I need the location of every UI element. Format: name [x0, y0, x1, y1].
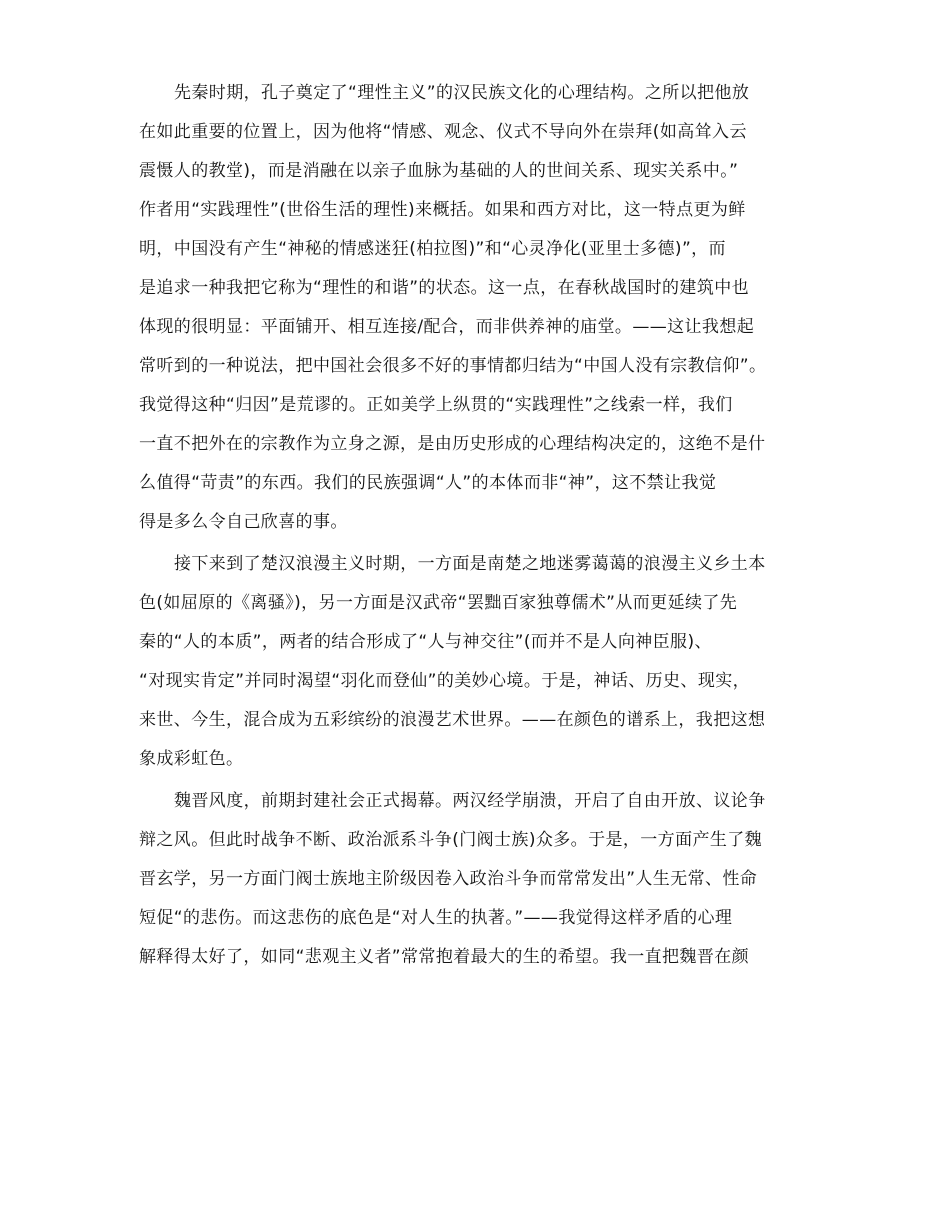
text-line: 么值得“苛责”的东西。我们的民族强调“人”的本体而非“神”，这不禁让我觉	[139, 473, 717, 493]
text-line: 接下来到了楚汉浪漫主义时期，一方面是南楚之地迷雾蔼蔼的浪漫主义乡土本	[174, 554, 766, 574]
text-line: 象成彩虹色。	[139, 749, 244, 769]
text-line: 在如此重要的位置上，因为他将“情感、观念、仪式不导向外在崇拜(如高耸入云	[139, 122, 747, 142]
text-line: 秦的“人的本质”，两者的结合形成了“人与神交往”(而并不是人向神臣服)、	[139, 632, 712, 652]
text-line: 短促“的悲伤。而这悲伤的底色是“对人生的执著。”——我觉得这样矛盾的心理	[139, 908, 733, 928]
text-line: 一直不把外在的宗教作为立身之源，是由历史形成的心理结构决定的，这绝不是什	[139, 434, 766, 454]
text-line: 得是多么令自己欣喜的事。	[139, 512, 348, 532]
text-line: 来世、今生，混合成为五彩缤纷的浪漫艺术世界。——在颜色的谱系上，我把这想	[139, 710, 766, 730]
text-line: 我觉得这种“归因”是荒谬的。正如美学上纵贯的“实践理性”之线索一样，我们	[139, 395, 733, 415]
text-line: 体现的很明显：平面铺开、相互连接/配合，而非供养神的庙堂。——这让我想起	[139, 317, 755, 337]
text-line: 震慑人的教堂)，而是消融在以亲子血脉为基础的人的世间关系、现实关系中。”	[139, 161, 739, 181]
text-line: 先秦时期，孔子奠定了“理性主义”的汉民族文化的心理结构。之所以把他放	[174, 83, 750, 103]
text-line: 作者用“实践理性”(世俗生活的理性)来概括。如果和西方对比，这一特点更为鲜	[139, 200, 746, 220]
text-line: “对现实肯定”并同时渴望“羽化而登仙”的美妙心境。于是，神话、历史、现实，	[139, 671, 751, 691]
text-line: 明，中国没有产生“神秘的情感迷狂(柏拉图)”和“心灵净化(亚里士多德)”，而	[139, 239, 726, 259]
text-line: 辩之风。但此时战争不断、政治派系斗争(门阀士族)众多。于是，一方面产生了魏	[139, 830, 763, 850]
text-line: 是追求一种我把它称为“理性的和谐”的状态。这一点，在春秋战国时的建筑中也	[139, 278, 750, 298]
text-line: 解释得太好了，如同“悲观主义者”常常抱着最大的生的希望。我一直把魏晋在颜	[139, 947, 750, 967]
text-line: 色(如屈原的《离骚》)，另一方面是汉武帝“罢黜百家独尊儒术”从而更延续了先	[139, 593, 738, 613]
text-line: 常听到的一种说法，把中国社会很多不好的事情都归结为“中国人没有宗教信仰”。	[139, 356, 767, 376]
text-line: 魏晋风度，前期封建社会正式揭幕。两汉经学崩溃，开启了自由开放、议论争	[174, 791, 766, 811]
text-line: 晋玄学，另一方面门阀士族地主阶级因卷入政治斗争而常常发出”人生无常、性命	[139, 869, 758, 889]
